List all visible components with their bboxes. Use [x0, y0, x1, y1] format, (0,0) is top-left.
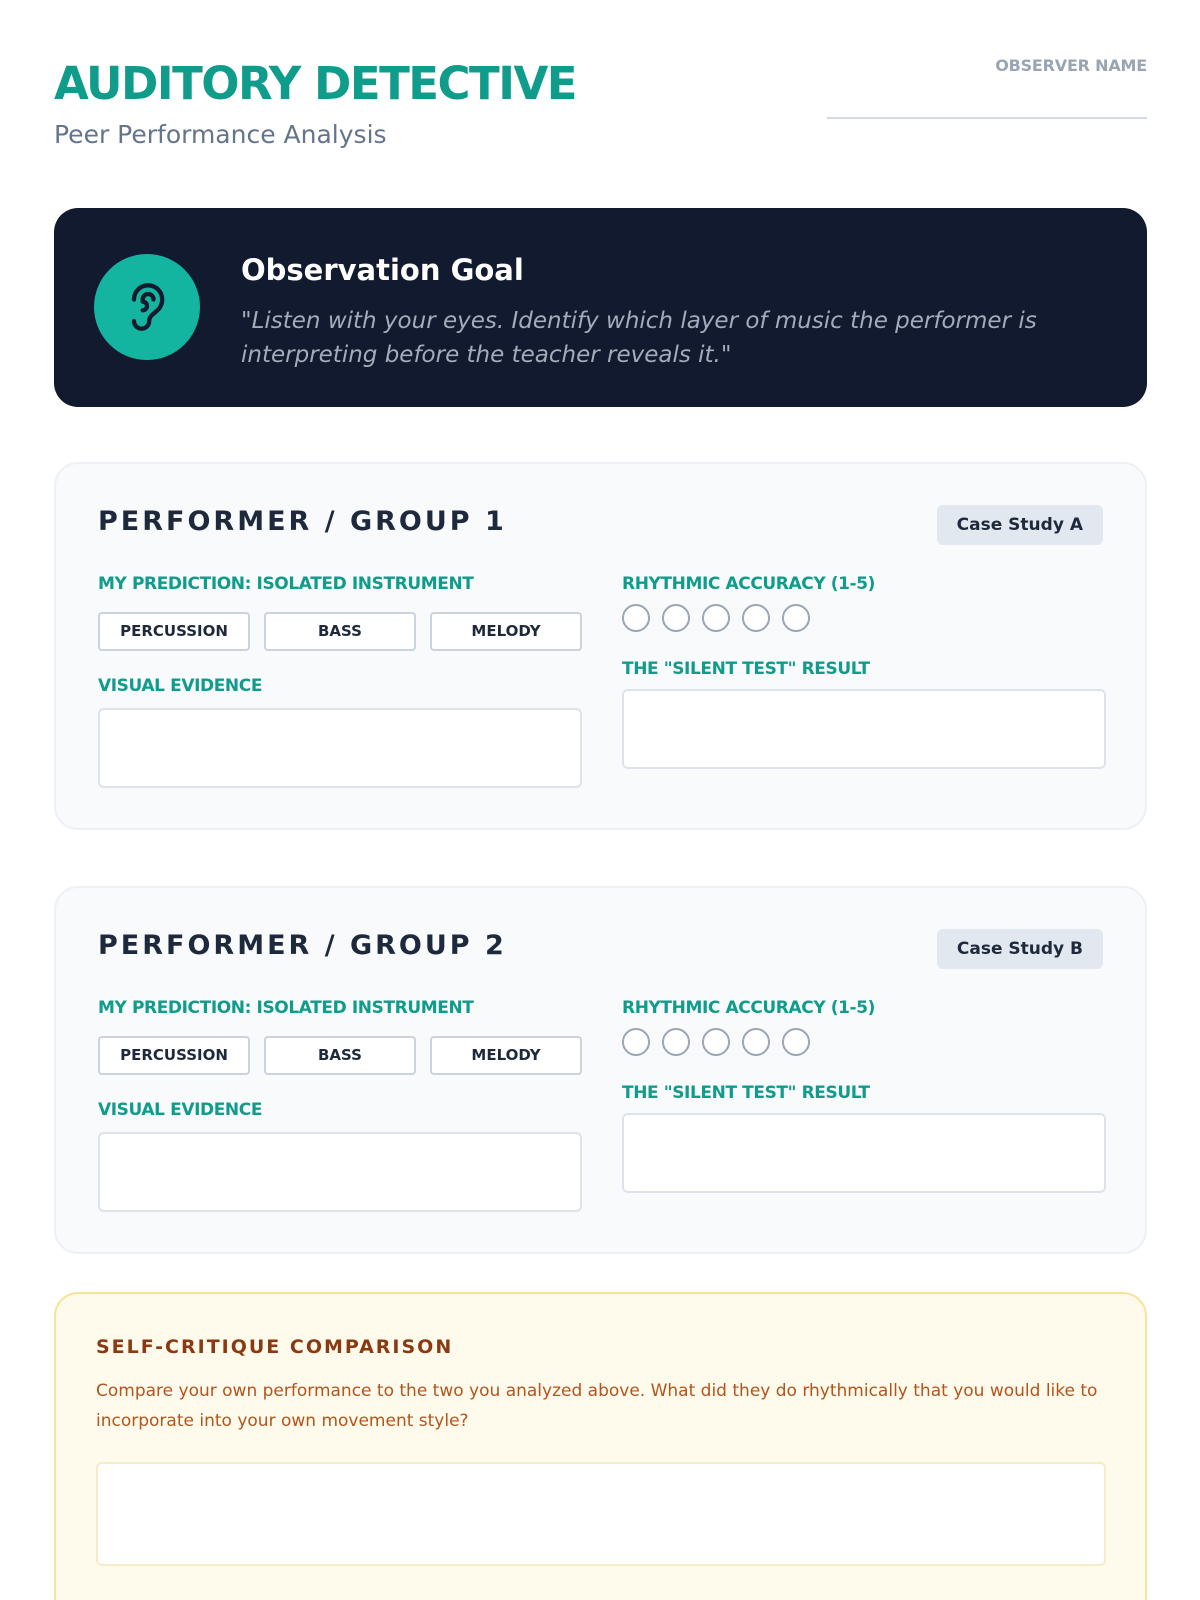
visual-evidence-input[interactable] — [98, 1132, 582, 1212]
self-critique-prompt: Compare your own performance to the two you analyzed above. What did they do rhythmically that you would like to incorporate into your own movement style? — [96, 1381, 1098, 1431]
observation-goal-banner — [54, 208, 1147, 407]
rhythm-accuracy-label: RHYTHMIC ACCURACY (1-5) — [622, 574, 876, 594]
silent-test-input[interactable] — [622, 689, 1106, 769]
rating-circle-1[interactable] — [622, 604, 650, 632]
ear-icon — [94, 254, 200, 360]
performer-card-1 — [54, 462, 1147, 830]
performer-card-2 — [54, 886, 1147, 1254]
page-title: AUDITORY DETECTIVE — [54, 57, 577, 110]
prediction-label: MY PREDICTION: ISOLATED INSTRUMENT — [98, 998, 474, 1018]
rating-circle-3[interactable] — [702, 604, 730, 632]
rhythm-accuracy-label: RHYTHMIC ACCURACY (1-5) — [622, 998, 876, 1018]
rating-circle-2[interactable] — [662, 1028, 690, 1056]
goal-title: Observation Goal — [241, 253, 524, 287]
rating-circle-5[interactable] — [782, 1028, 810, 1056]
silent-test-input[interactable] — [622, 1113, 1106, 1193]
rating-circle-5[interactable] — [782, 604, 810, 632]
observer-name-label: OBSERVER NAME — [995, 56, 1147, 75]
worksheet — [54, 0, 1147, 1600]
option-bass-button[interactable]: BASS — [264, 1036, 416, 1075]
case-study-badge: Case Study A — [937, 505, 1103, 545]
observer-name-field[interactable] — [827, 117, 1147, 119]
self-critique-title: SELF-CRITIQUE COMPARISON — [96, 1336, 454, 1358]
page-subtitle: Peer Performance Analysis — [54, 120, 387, 149]
performer-title: PERFORMER / GROUP 1 — [98, 506, 507, 537]
option-percussion-button[interactable]: PERCUSSION — [98, 612, 250, 651]
option-melody-button[interactable]: MELODY — [430, 612, 582, 651]
performer-title: PERFORMER / GROUP 2 — [98, 930, 507, 961]
rating-circle-4[interactable] — [742, 604, 770, 632]
goal-text: "Listen with your eyes. Identify which layer of music the performer is interpreting before the teacher reveals it." — [241, 308, 1037, 368]
option-percussion-button[interactable]: PERCUSSION — [98, 1036, 250, 1075]
rating-circle-4[interactable] — [742, 1028, 770, 1056]
silent-test-label: THE "SILENT TEST" RESULT — [622, 1083, 870, 1103]
rating-circle-2[interactable] — [662, 604, 690, 632]
option-melody-button[interactable]: MELODY — [430, 1036, 582, 1075]
header — [54, 0, 1147, 200]
prediction-label: MY PREDICTION: ISOLATED INSTRUMENT — [98, 574, 474, 594]
rating-circle-1[interactable] — [622, 1028, 650, 1056]
silent-test-label: THE "SILENT TEST" RESULT — [622, 659, 870, 679]
visual-evidence-label: VISUAL EVIDENCE — [98, 676, 263, 696]
self-critique-input[interactable] — [96, 1462, 1106, 1566]
visual-evidence-input[interactable] — [98, 708, 582, 788]
rating-circle-3[interactable] — [702, 1028, 730, 1056]
option-bass-button[interactable]: BASS — [264, 612, 416, 651]
visual-evidence-label: VISUAL EVIDENCE — [98, 1100, 263, 1120]
self-critique-section — [54, 1292, 1147, 1600]
case-study-badge: Case Study B — [937, 929, 1103, 969]
